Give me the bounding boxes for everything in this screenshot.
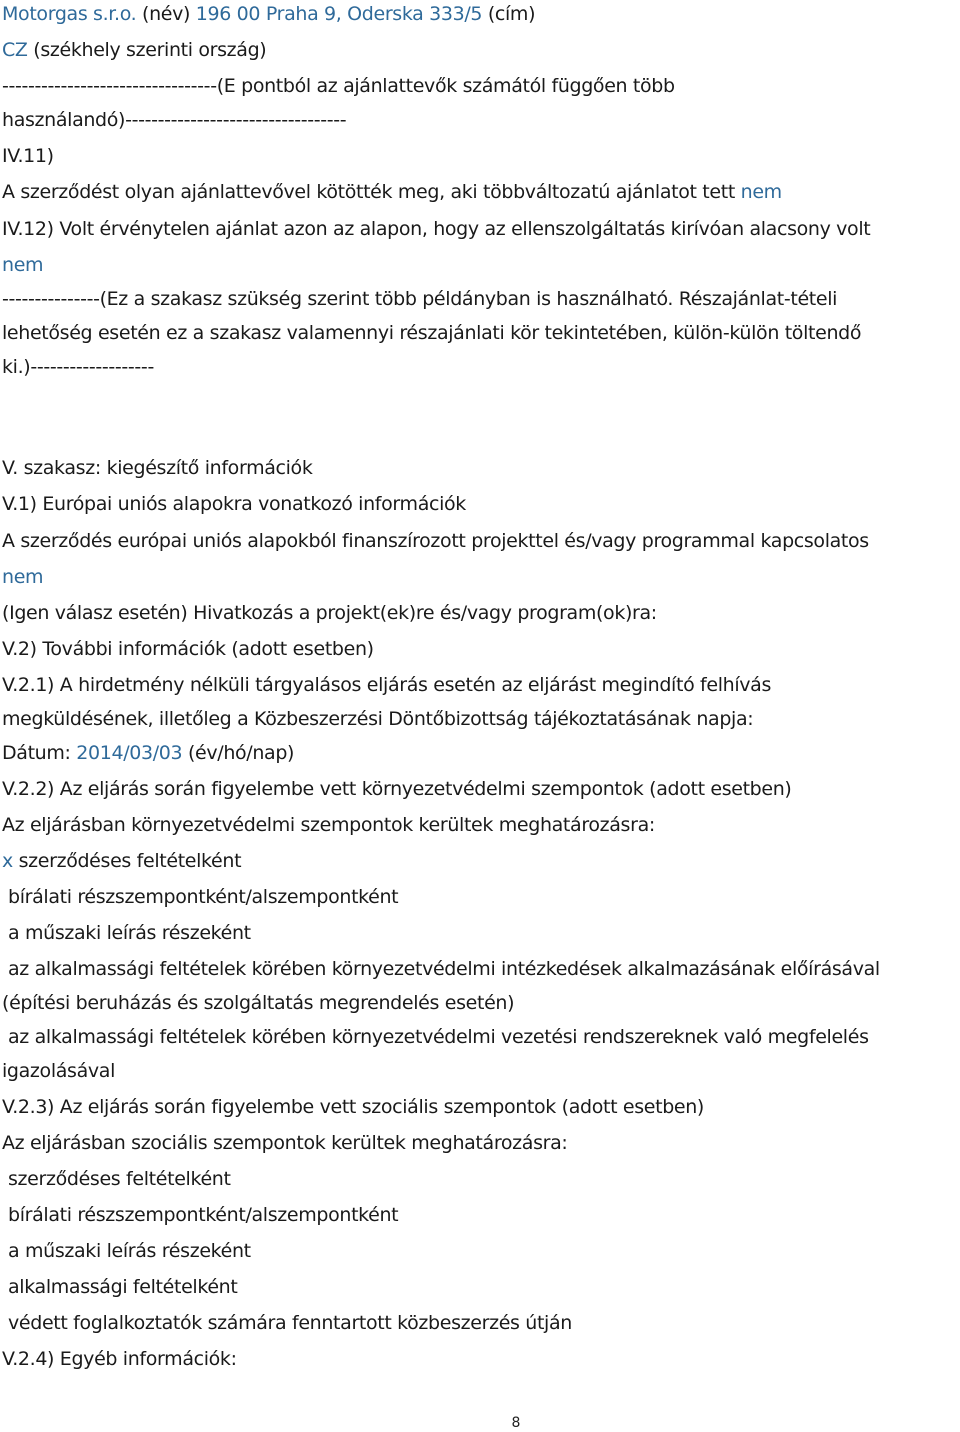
- address-label: (cím): [482, 3, 536, 25]
- country-label: (székhely szerinti ország): [27, 39, 267, 61]
- variant-offer-answer: nem: [740, 181, 782, 203]
- eu-project-reference: (Igen válasz esetén) Hivatkozás a projekt(ek)re és/vagy program(ok)ra:: [2, 602, 657, 624]
- section-v2-heading: V.2) További információk (adott esetben): [2, 638, 374, 660]
- contractor-name-value: Motorgas s.r.o.: [2, 3, 137, 25]
- section-v-heading: V. szakasz: kiegészítő információk: [2, 457, 313, 479]
- separator-note-line-1: ---------------------------------(E pontból az ajánlattevők számától függően több: [2, 75, 675, 97]
- name-label: (név): [136, 3, 196, 25]
- section-note-line-1: ---------------(Ez a szakasz szükség szerint több példányban is használható. Részajánlat-tételi: [2, 288, 838, 310]
- section-iv-11-heading: IV.11): [2, 145, 54, 167]
- social-option-technical-spec: a műszaki leírás részeként: [8, 1240, 251, 1262]
- section-iv-12-answer: nem: [2, 254, 44, 276]
- env-contract-terms-check-mark: x: [2, 850, 13, 872]
- env-option-suitability-measures-line-1: az alkalmassági feltételek körében környezetvédelmi intézkedések alkalmazásának előírásával: [8, 958, 880, 980]
- section-v23-heading: V.2.3) Az eljárás során figyelembe vett szociális szempontok (adott esetben): [2, 1096, 704, 1118]
- variant-offer-line: [2, 181, 782, 203]
- date-value: 2014/03/03: [76, 742, 183, 764]
- section-v22-heading: V.2.2) Az eljárás során figyelembe vett környezetvédelmi szempontok (adott esetben): [2, 778, 792, 800]
- section-note-line-3: ki.)-------------------: [2, 356, 154, 378]
- social-option-suitability: alkalmassági feltételként: [8, 1276, 238, 1298]
- social-criteria-intro: Az eljárásban szociális szempontok kerültek meghatározásra:: [2, 1132, 568, 1154]
- section-iv-12-question: IV.12) Volt érvénytelen ajánlat azon az alapon, hogy az ellenszolgáltatás kirívóan alacsony volt: [2, 218, 871, 240]
- env-option-suitability-measures-line-2: (építési beruházás és szolgáltatás megrendelés esetén): [2, 992, 515, 1014]
- env-contract-terms-label: szerződéses feltételként: [12, 850, 242, 872]
- env-option-subcriteria: bírálati részszempontként/alszempontként: [8, 886, 399, 908]
- page-number: 8: [511, 1415, 521, 1431]
- country-value: CZ: [2, 39, 28, 61]
- social-option-subcriteria: bírálati részszempontként/alszempontként: [8, 1204, 399, 1226]
- separator-note-line-2: használandó)----------------------------------: [2, 109, 347, 131]
- eu-funds-question: A szerződés európai uniós alapokból finanszírozott projekttel és/vagy programmal kapcsolatos: [2, 530, 869, 552]
- eu-funds-answer: nem: [2, 566, 44, 588]
- social-option-sheltered-workshops: védett foglalkoztatók számára fenntartott közbeszerzés útján: [8, 1312, 572, 1334]
- social-option-contract-terms: szerződéses feltételként: [8, 1168, 231, 1190]
- date-line: [2, 742, 294, 764]
- country-line: [2, 39, 266, 61]
- section-v21-line-2: megküldésének, illetőleg a Közbeszerzési Döntőbizottság tájékoztatásának napja:: [2, 708, 754, 730]
- env-option-contract-terms: [2, 850, 241, 872]
- section-v1-heading: V.1) Európai uniós alapokra vonatkozó információk: [2, 493, 466, 515]
- env-criteria-intro: Az eljárásban környezetvédelmi szempontok kerültek meghatározásra:: [2, 814, 655, 836]
- env-option-technical-spec: a műszaki leírás részeként: [8, 922, 251, 944]
- env-option-management-systems-line-2: igazolásával: [2, 1060, 116, 1082]
- section-note-line-2: lehetőség esetén ez a szakasz valamennyi részajánlati kör tekintetében, külön-külön töltendő: [2, 322, 862, 344]
- contractor-line: [2, 3, 535, 25]
- address-value: 196 00 Praha 9, Oderska 333/5: [195, 3, 483, 25]
- section-v21-line-1: V.2.1) A hirdetmény nélküli tárgyalásos eljárás esetén az eljárást megindító felhívás: [2, 674, 772, 696]
- date-format-label: (év/hó/nap): [182, 742, 295, 764]
- variant-offer-question: A szerződést olyan ajánlattevővel kötötték meg, aki többváltozatú ajánlatot tett: [2, 181, 741, 203]
- env-option-management-systems-line-1: az alkalmassági feltételek körében környezetvédelmi vezetési rendszereknek való megfelelés: [8, 1026, 869, 1048]
- date-label: Dátum:: [2, 742, 77, 764]
- section-v24-heading: V.2.4) Egyéb információk:: [2, 1348, 237, 1370]
